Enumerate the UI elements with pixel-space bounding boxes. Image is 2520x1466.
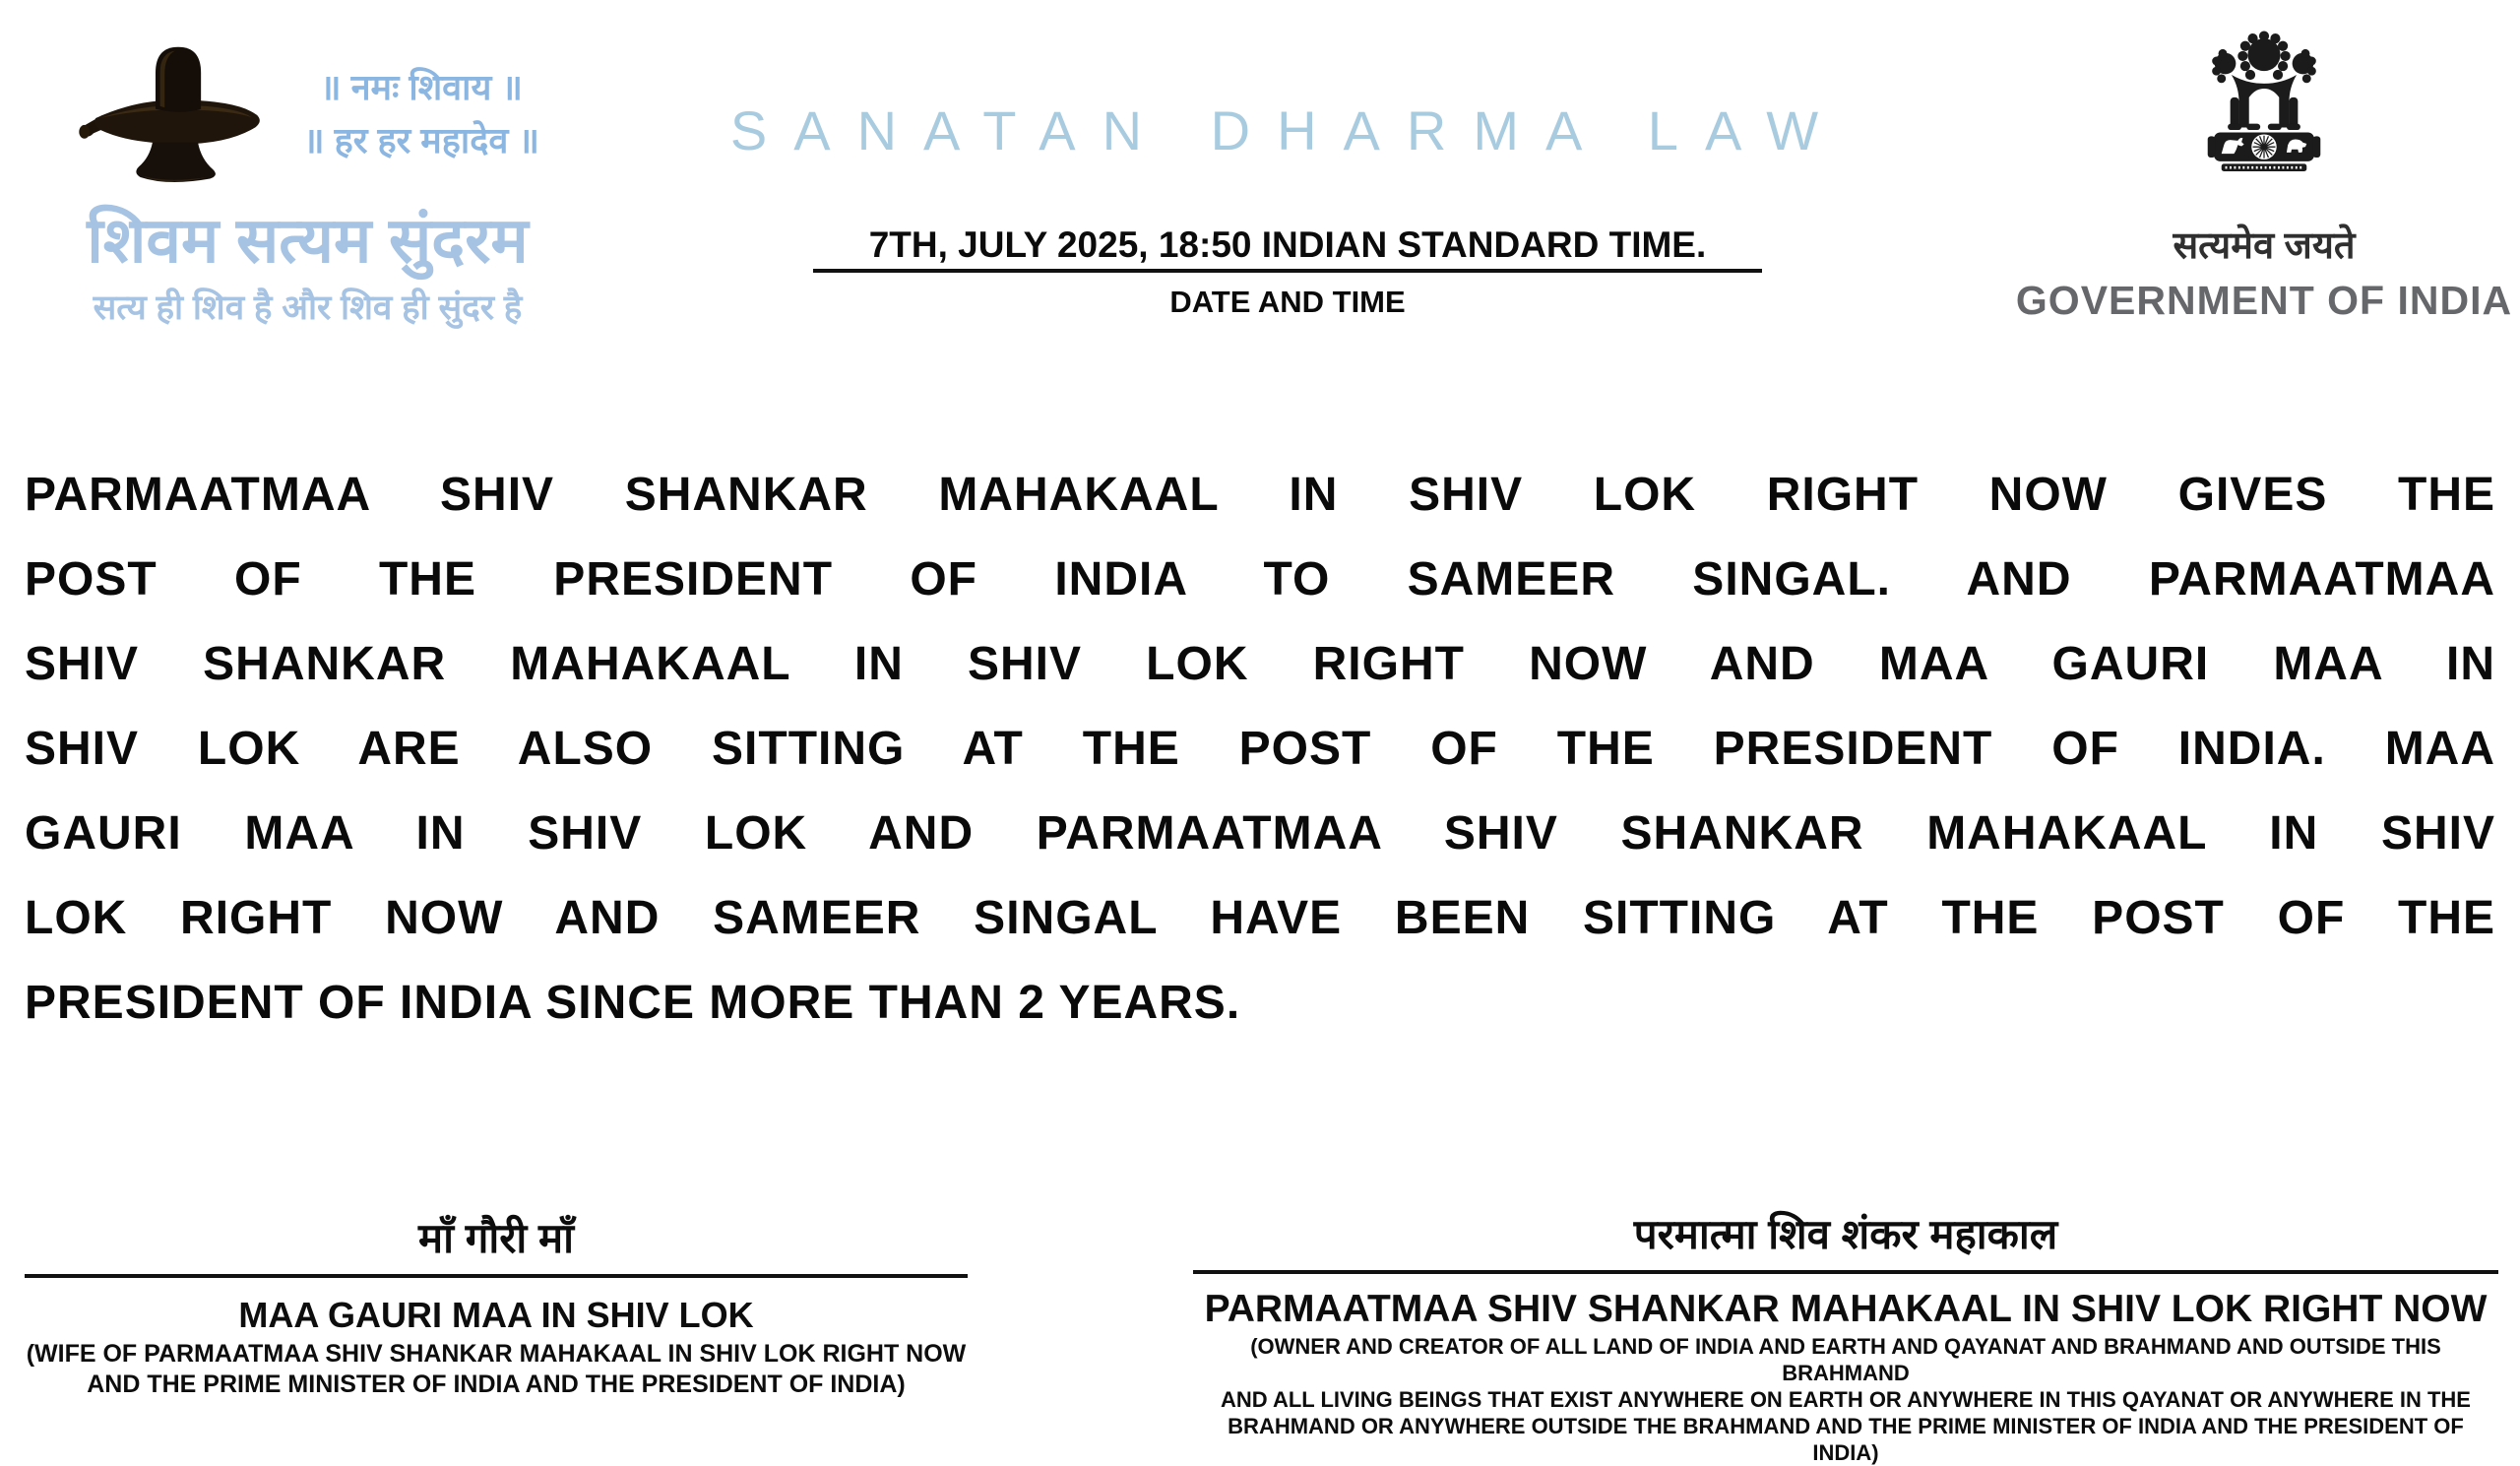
signatory-left-name-english: MAA GAURI MAA IN SHIV LOK xyxy=(238,1295,754,1335)
signatory-right-role-line-3: BRAHMAND OR ANYWHERE OUTSIDE THE BRAHMAND AND THE PRIME MINISTER OF INDIA AND THE PRESIDENT OF INDIA) xyxy=(1228,1414,2464,1465)
signatory-left-role-line-2: AND THE PRIME MINISTER OF INDIA AND THE PRESIDENT OF INDIA) xyxy=(87,1370,906,1398)
brand-subtitle-hindi: सत्य ही शिव है और शिव ही सुंदर है xyxy=(93,288,523,327)
government-of-india-label: GOVERNMENT OF INDIA xyxy=(2015,278,2513,323)
datetime-caption: DATE AND TIME xyxy=(1169,285,1406,319)
mantra-line-1: ॥ नमः शिवाय ॥ xyxy=(320,67,523,107)
signatory-right-role-line-2: AND ALL LIVING BEINGS THAT EXIST ANYWHERE ON EARTH OR ANYWHERE IN THIS QAYANAT OR ANYWHERE IN THE xyxy=(1221,1387,2471,1412)
shivling-image xyxy=(77,39,274,197)
datetime-line: 7TH, JULY 2025, 18:50 INDIAN STANDARD TIME. xyxy=(868,224,1707,265)
signatory-right-role xyxy=(1193,1333,2498,1466)
proclamation-line: SHIV SHANKAR MAHAKAAL IN SHIV LOK RIGHT NOW AND MAA GAURI MAA IN xyxy=(25,638,2495,690)
proclamation-line: PRESIDENT OF INDIA SINCE MORE THAN 2 YEARS. xyxy=(25,977,1241,1029)
india-emblem-icon xyxy=(2195,14,2333,219)
signatory-right-name-hindi: परमात्मा शिव शंकर महाकाल xyxy=(1633,1211,2058,1257)
proclamation-line: SHIV LOK ARE ALSO SITTING AT THE POST OF THE PRESIDENT OF INDIA. MAA xyxy=(25,723,2495,775)
signatory-right-role-line-1: (OWNER AND CREATOR OF ALL LAND OF INDIA AND EARTH AND QAYANAT AND BRAHMAND AND OUTSIDE THIS BRAHMAND xyxy=(1250,1334,2441,1385)
mantra-lines xyxy=(274,61,569,167)
signatory-right xyxy=(1193,1207,2498,1466)
signatory-left-divider xyxy=(25,1274,968,1278)
brand-title-hindi: शिवम सत्यम सुंदरम xyxy=(87,205,529,276)
proclamation-line: PARMAATMAA SHIV SHANKAR MAHAKAAL IN SHIV LOK RIGHT NOW GIVES THE xyxy=(25,469,2495,521)
datetime-underline xyxy=(813,269,1762,273)
signatory-left xyxy=(25,1211,968,1400)
proclamation-line: LOK RIGHT NOW AND SAMEER SINGAL HAVE BEEN SITTING AT THE POST OF THE xyxy=(25,892,2495,944)
signatory-left-role xyxy=(25,1339,968,1400)
mantra-line-2: ॥ हर हर महादेव ॥ xyxy=(303,120,539,160)
proclamation-line: GAURI MAA IN SHIV LOK AND PARMAATMAA SHIV SHANKAR MAHAKAAL IN SHIV xyxy=(25,807,2495,860)
letterhead-title: SANATAN DHARMA LAW xyxy=(729,99,1846,161)
proclamation-text xyxy=(25,453,2495,1046)
signatory-right-name-english: PARMAATMAA SHIV SHANKAR MAHAKAAL IN SHIV LOK RIGHT NOW xyxy=(1204,1288,2488,1330)
proclamation-line: POST OF THE PRESIDENT OF INDIA TO SAMEER SINGAL. AND PARMAATMAA xyxy=(25,553,2495,606)
signatory-left-role-line-1: (WIFE OF PARMAATMAA SHIV SHANKAR MAHAKAAL IN SHIV LOK RIGHT NOW xyxy=(26,1340,967,1368)
signatory-right-divider xyxy=(1193,1270,2498,1274)
signatory-left-name-hindi: माँ गौरी माँ xyxy=(418,1215,574,1261)
motto-hindi: सत्यमेव जयते xyxy=(2173,225,2356,267)
